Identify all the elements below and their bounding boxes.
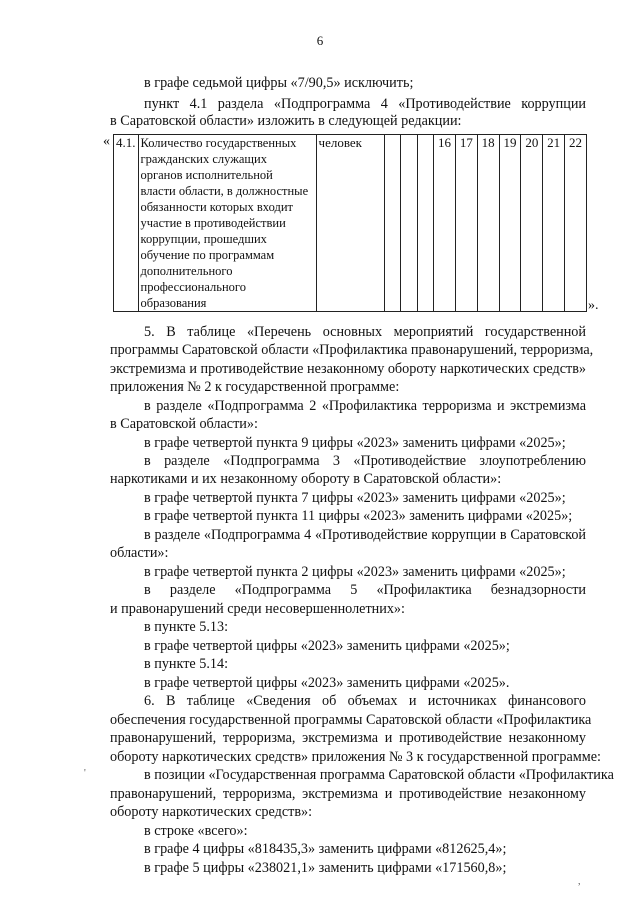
body-line: в Саратовской области»: [110, 416, 258, 432]
body-line: 5. В таблице «Перечень основных мероприятий государственной [144, 324, 586, 340]
body-line: в графе четвертой пункта 9 цифры «2023» заменить цифрами «2025»; [144, 435, 566, 451]
body-line: правонарушений, терроризма, экстремизма и противодействие незаконному [110, 786, 586, 802]
body-line: в графе четвертой цифры «2023» заменить цифрами «2025»; [144, 638, 510, 654]
body-line: в графе 4 цифры «818435,3» заменить цифрами «812625,4»; [144, 841, 507, 857]
margin-mark: , [578, 876, 581, 887]
page-number: 6 [316, 33, 324, 48]
body-line: в позиции «Государственная программа Саратовской области «Профилактика [144, 767, 614, 783]
body-line: в разделе «Подпрограмма 4 «Противодействие коррупции в Саратовской [144, 527, 586, 543]
value-cell: 18 [477, 135, 499, 312]
body-line: и правонарушений среди несовершеннолетних»: [110, 601, 405, 617]
body-line: программы Саратовской области «Профилактика правонарушений, терроризма, [110, 342, 594, 358]
body-line: в графе четвертой пункта 2 цифры «2023» заменить цифрами «2025»; [144, 564, 566, 580]
empty-cell [417, 135, 433, 312]
body-line: в графе четвертой цифры «2023» заменить цифрами «2025». [144, 675, 510, 691]
body-line: в графе четвертой пункта 11 цифры «2023» заменить цифрами «2025»; [144, 508, 573, 524]
empty-cell [384, 135, 400, 312]
empty-cell [401, 135, 417, 312]
body-line: обороту наркотических средств» приложения № 3 к государственной программе: [110, 749, 601, 765]
indicator-table [113, 134, 587, 312]
body-line: в графе четвертой пункта 7 цифры «2023» заменить цифрами «2025»; [144, 490, 566, 506]
row-number: 4.1. [114, 135, 139, 312]
body-line: области»: [110, 545, 169, 561]
body-line: правонарушений, терроризма, экстремизма и противодействие незаконному [110, 730, 586, 746]
body-line: в графе 5 цифры «238021,1» заменить цифрами «171560,8»; [144, 860, 507, 876]
body-line: приложения № 2 к государственной программе: [110, 379, 400, 395]
table-row [114, 135, 587, 312]
body-line: экстремизма и противодействие незаконному обороту наркотических средств» [110, 361, 586, 377]
body-line: в разделе «Подпрограмма 3 «Противодействие злоупотреблению [144, 453, 586, 469]
body-line: обороту наркотических средств»: [110, 804, 313, 820]
body-line: в строке «всего»: [144, 823, 248, 839]
value-cell: 22 [565, 135, 587, 312]
value-cell: 21 [543, 135, 565, 312]
table-open-quote: « [103, 134, 110, 149]
value-cell: 17 [455, 135, 477, 312]
intro-line: в Саратовской области» изложить в следующей редакции: [110, 113, 462, 129]
body-line: наркотиками и их незаконному обороту в Саратовской области»: [110, 471, 502, 487]
body-line: 6. В таблице «Сведения об объемах и источниках финансового [144, 693, 586, 709]
value-cell: 20 [521, 135, 543, 312]
intro-line: пункт 4.1 раздела «Подпрограмма 4 «Противодействие коррупции [144, 96, 586, 112]
body-line: в разделе «Подпрограмма 2 «Профилактика терроризма и экстремизма [144, 398, 586, 414]
body-line: в разделе «Подпрограмма 5 «Профилактика безнадзорности [144, 582, 586, 598]
table-close-quote: ». [588, 298, 599, 313]
unit-cell: человек [316, 135, 384, 312]
value-cell: 16 [434, 135, 456, 312]
body-line: в пункте 5.13: [144, 619, 229, 635]
body-line: в пункте 5.14: [144, 656, 229, 672]
intro-line: в графе седьмой цифры «7/90,5» исключить; [144, 75, 414, 91]
value-cell: 19 [499, 135, 521, 312]
body-line: обеспечения государственной программы Саратовской области «Профилактика [110, 712, 592, 728]
indicator-name: Количество государственных гражданских служащих органов исполнительной власти области, в должностные обязанности которых входит участие в противодействии коррупции, прошедших обучение по программам дополнительного профессионального образования [138, 135, 316, 312]
margin-mark: ' [84, 768, 86, 779]
